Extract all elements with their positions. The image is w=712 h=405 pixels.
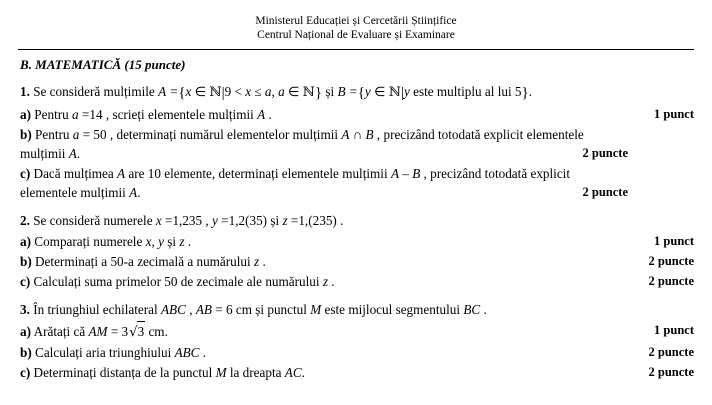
- section-title: B. MATEMATICĂ (15 puncte): [20, 57, 186, 72]
- problem-2-item-a: a) Comparați numerele x, y și z . 1 punct: [20, 234, 694, 249]
- problem-1-stem-conj: și: [325, 84, 335, 99]
- problem-3-item-b-points: 2 puncte: [648, 345, 694, 359]
- problem-2-item-c-label: c): [20, 274, 31, 289]
- problem-1-item-c-label: c): [20, 166, 31, 181]
- problem-2-item-c: c) Calculați suma primelor 50 de zecimale ale numărului z . 2 puncte: [20, 274, 694, 289]
- problem-2-number: 2.: [20, 213, 30, 228]
- problem-2-item-a-label: a): [20, 234, 31, 249]
- problem-2-item-b: b) Determinați a 50-a zecimală a numărului z . 2 puncte: [20, 254, 694, 269]
- problem-1-item-b: b) Pentru a = 50 , determinați numărul elementelor mulțimii A ∩ B , precizând totodată explicit elementele mulțimii A. 2 puncte: [20, 127, 628, 161]
- header-line-ministry: Ministerul Educației și Cercetării Științifice: [255, 15, 457, 27]
- problem-3-item-a: a) Arătați că AM = 3√3 cm. 1 punct: [20, 323, 694, 340]
- problem-3-number: 3.: [20, 302, 30, 317]
- document-header: [18, 14, 694, 46]
- header-line-center: Centrul Național de Evaluare și Examinare: [257, 29, 455, 41]
- problem-2-item-b-label: b): [20, 254, 32, 269]
- problem-2-stem: 2. Se consideră numerele x =1,235 , y =1,2(35) și z =1,(235) .: [20, 213, 344, 228]
- problem-1-set-a: A ={x ∈ ℕ|9 < x ≤ a, a ∈ ℕ}: [158, 84, 323, 101]
- problem-2-item-a-points: 1 punct: [654, 234, 694, 248]
- problem-3-stem: 3. În triunghiul echilateral ABC , AB = 6 cm și punctul M este mijlocul segmentului BC .: [20, 302, 487, 317]
- problem-1-set-b: B ={y ∈ ℕ|y este multiplu al lui 5}: [337, 84, 529, 101]
- problem-3-item-c: c) Determinați distanța de la punctul M la dreapta AC. 2 puncte: [20, 365, 694, 380]
- problem-1-item-a-points: 1 punct: [654, 107, 694, 121]
- problem-1-item-b-label: b): [20, 127, 32, 142]
- problem-3-item-c-label: c): [20, 365, 31, 380]
- problem-3-item-a-label: a): [20, 324, 31, 339]
- problem-1-stem-prefix: Se consideră mulțimile: [33, 84, 155, 99]
- header-divider: [18, 49, 694, 50]
- problem-3-item-b: b) Calculați aria triunghiului ABC . 2 puncte: [20, 345, 694, 360]
- problem-3-item-a-points: 1 punct: [654, 323, 694, 337]
- problem-3: [18, 300, 694, 382]
- problem-2: [18, 211, 694, 291]
- problem-2-item-b-points: 2 puncte: [648, 254, 694, 268]
- problem-1-item-a-label: a): [20, 107, 31, 122]
- problem-1-item-b-points: 2 puncte: [582, 146, 628, 160]
- problem-1-number: 1.: [20, 84, 30, 99]
- problem-3-item-b-label: b): [20, 345, 32, 360]
- problem-1: [18, 82, 694, 202]
- problem-1-stem: 1. Se consideră mulțimile A ={x ∈ ℕ|9 < x ≤ a, a ∈ ℕ} și B ={y ∈ ℕ|y este multiplu al lui 5}.: [20, 84, 533, 101]
- problem-2-item-c-points: 2 puncte: [648, 274, 694, 288]
- problem-1-item-a: a) Pentru a =14 , scrieți elementele mulțimii A . 1 punct: [20, 107, 694, 122]
- problem-1-item-c: c) Dacă mulțimea A are 10 elemente, determinați elementele mulțimii A – B , precizând totodată explicit elementele mulțimii A. 2 puncte: [20, 166, 628, 200]
- problem-1-item-c-points: 2 puncte: [582, 185, 628, 199]
- problem-3-item-c-points: 2 puncte: [648, 365, 694, 379]
